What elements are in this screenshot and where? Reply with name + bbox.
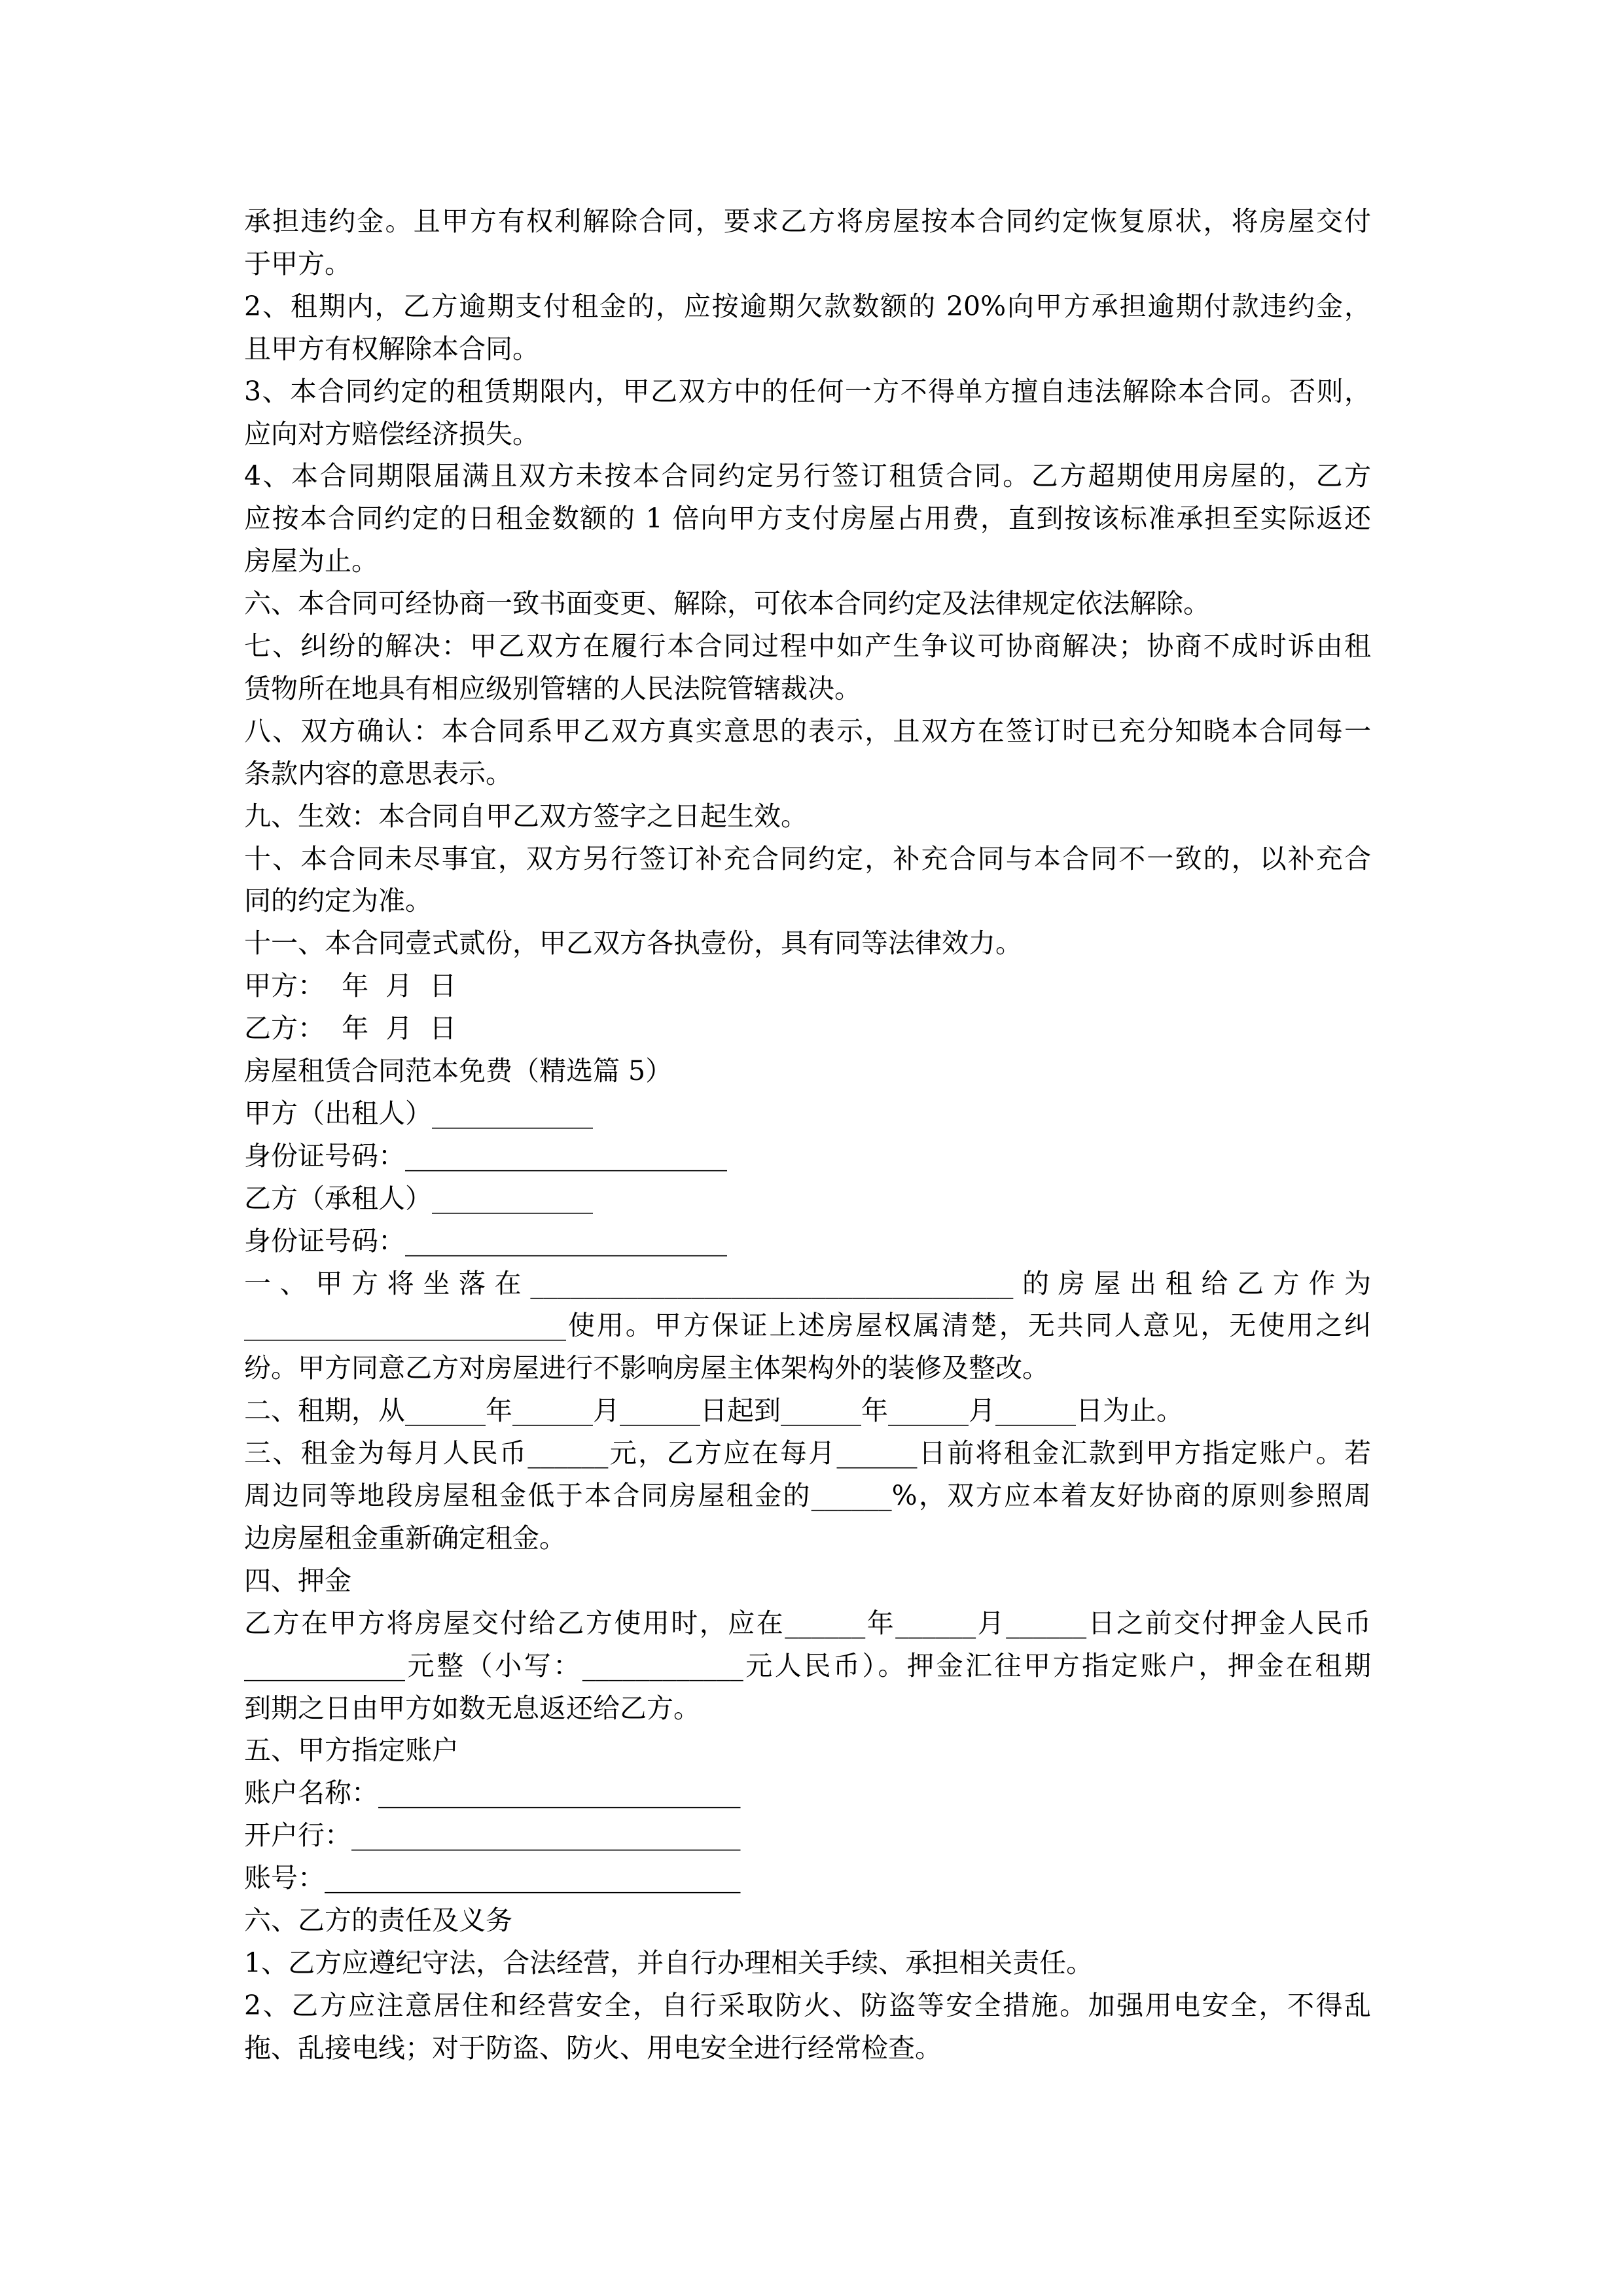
text-line: ____________元整（小写：____________元人民币）。押金汇往甲方指定账户，押金在租期	[244, 1649, 1371, 1681]
text-line: 应向对方赔偿经济损失。	[244, 418, 539, 450]
text-line: 八、双方确认：本合同系甲乙双方真实意思的表示，且双方在签订时已充分知晓本合同每一	[244, 715, 1371, 747]
text-line: 身份证号码：________________________	[244, 1139, 727, 1172]
text-line: 3、本合同约定的租赁期限内，甲乙双方中的任何一方不得单方擅自违法解除本合同。否则，	[244, 375, 1371, 407]
text-line: 2、乙方应注意居住和经营安全，自行采取防火、防盗等安全措施。加强用电安全，不得乱	[244, 1989, 1371, 2021]
text-line: 一、甲方将坐落在____________________________________的房屋出租给乙方作为	[244, 1267, 1371, 1299]
text-line: 条款内容的意思表示。	[244, 757, 512, 789]
text-line: 乙方： 年 月 日	[244, 1013, 457, 1045]
text-line: 三、租金为每月人民币______元，乙方应在每月______日前将租金汇款到甲方指定账户。若	[244, 1437, 1371, 1469]
text-line: 账号：_______________________________	[244, 1862, 741, 1894]
text-line: 账户名称：___________________________	[244, 1777, 741, 1809]
text-line: 4、本合同期限届满且双方未按本合同约定另行签订租赁合同。乙方超期使用房屋的，乙方	[244, 460, 1371, 492]
text-line: 同的约定为准。	[244, 885, 432, 917]
text-line: 开户行：_____________________________	[244, 1820, 741, 1852]
text-line: 承担违约金。且甲方有权利解除合同，要求乙方将房屋按本合同约定恢复原状，将房屋交付	[244, 206, 1371, 237]
text-line: 四、押金	[244, 1564, 351, 1596]
text-line: 房屋为止。	[244, 545, 378, 577]
text-line: 到期之日由甲方如数无息返还给乙方。	[244, 1692, 700, 1724]
text-line: 甲方： 年 月 日	[244, 970, 457, 1002]
text-line: 周边同等地段房屋租金低于本合同房屋租金的______%，双方应本着友好协商的原则参照周	[244, 1480, 1371, 1511]
text-line: 应按本合同约定的日租金数额的 1 倍向甲方支付房屋占用费，直到按该标准承担至实际返还	[244, 503, 1371, 535]
text-line: 纷。甲方同意乙方对房屋进行不影响房屋主体架构外的装修及整改。	[244, 1352, 1049, 1384]
text-line: 乙方（承租人）____________	[244, 1182, 593, 1214]
text-line: 边房屋租金重新确定租金。	[244, 1522, 566, 1554]
text-line: 于甲方。	[244, 247, 351, 279]
text-line: ________________________使用。甲方保证上述房屋权属清楚，无共同人意见，无使用之纠	[244, 1310, 1371, 1342]
text-line: 五、甲方指定账户	[244, 1734, 459, 1767]
text-line: 乙方在甲方将房屋交付给乙方使用时，应在______年______月______日之前交付押金人民币	[244, 1607, 1371, 1639]
text-line: 房屋租赁合同范本免费（精选篇 5）	[244, 1055, 673, 1086]
text-line: 赁物所在地具有相应级别管辖的人民法院管辖裁决。	[244, 672, 861, 704]
text-line: 六、乙方的责任及义务	[244, 1905, 512, 1936]
text-line: 六、本合同可经协商一致书面变更、解除，可依本合同约定及法律规定依法解除。	[244, 588, 1210, 620]
text-line: 1、乙方应遵纪守法，合法经营，并自行办理相关手续、承担相关责任。	[244, 1946, 1094, 1979]
text-line: 九、生效：本合同自甲乙双方签字之日起生效。	[244, 800, 808, 832]
text-line: 二、租期，从______年______月______日起到______年______月______日为止。	[244, 1395, 1183, 1427]
text-line: 十、本合同未尽事宜，双方另行签订补充合同约定，补充合同与本合同不一致的，以补充合	[244, 842, 1371, 874]
text-line: 2、租期内，乙方逾期支付租金的，应按逾期欠款数额的 20%向甲方承担逾期付款违约金，	[244, 290, 1371, 322]
text-line: 十一、本合同壹式贰份，甲乙双方各执壹份，具有同等法律效力。	[244, 927, 1022, 960]
text-line: 甲方（出租人）____________	[244, 1097, 593, 1129]
text-line: 拖、乱接电线；对于防盗、防火、用电安全进行经常检查。	[244, 2032, 942, 2064]
text-line: 七、纠纷的解决：甲乙双方在履行本合同过程中如产生争议可协商解决；协商不成时诉由租	[244, 630, 1371, 662]
text-line: 且甲方有权解除本合同。	[244, 332, 539, 365]
text-line: 身份证号码：________________________	[244, 1225, 727, 1257]
